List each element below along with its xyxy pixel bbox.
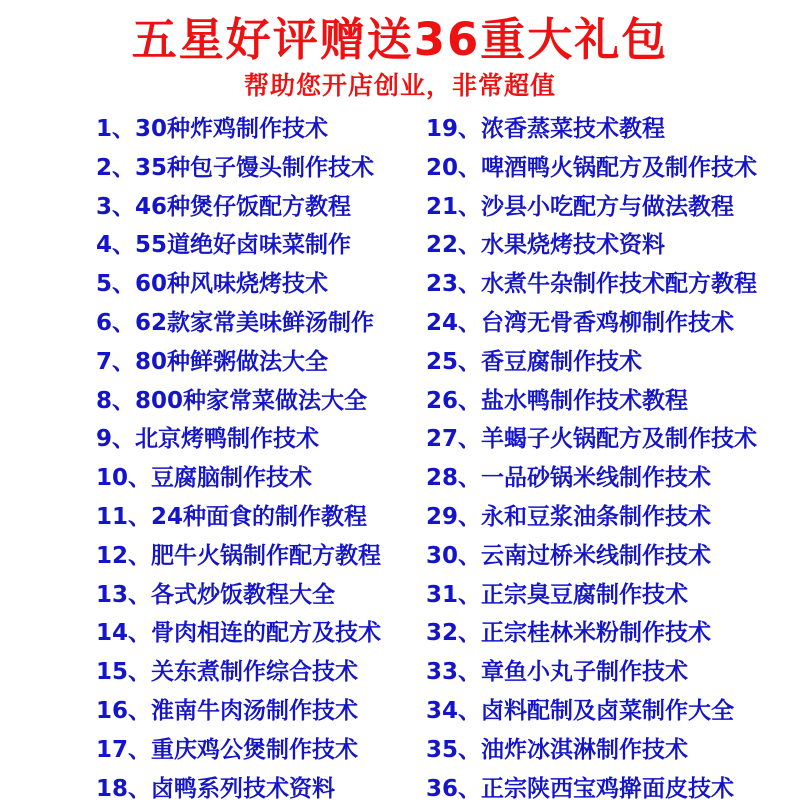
list-item: 36、正宗陕西宝鸡擀面皮技术 [426,775,735,802]
page-subtitle: 帮助您开店创业，非常超值 [243,71,556,100]
list-item: 32、正宗桂林米粉制作技术 [426,620,712,647]
list-item: 3、46种煲仔饭配方教程 [96,193,352,220]
list-item: 19、浓香蒸菜技术教程 [426,116,666,142]
list-item: 34、卤料配制及卤菜制作大全 [426,697,735,724]
list-item: 22、水果烧烤技术资料 [426,232,666,259]
gift-list-columns [0,110,800,808]
list-item: 25、香豆腐制作技术 [426,348,643,375]
list-item: 4、55道绝好卤味菜制作 [96,232,352,259]
list-item: 8、800种家常菜做法大全 [96,387,368,414]
list-item: 18、卤鸭系列技术资料 [96,775,336,802]
list-item: 24、台湾无骨香鸡柳制作技术 [426,309,735,336]
page-title: 五星好评赠送36重大礼包 [131,13,669,66]
list-item: 26、盐水鸭制作技术教程 [426,387,689,414]
list-item: 15、关东煮制作综合技术 [96,659,359,686]
list-item: 33、章鱼小丸子制作技术 [426,659,689,686]
gift-list-left-column [14,110,400,808]
list-item: 21、沙县小吃配方与做法教程 [426,193,735,220]
list-item: 20、啤酒鸭火锅配方及制作技术 [426,154,758,181]
list-item: 11、24种面食的制作教程 [96,503,368,530]
list-item: 17、重庆鸡公煲制作技术 [96,736,359,763]
list-item: 13、各式炒饭教程大全 [96,581,336,608]
list-item: 35、油炸冰淇淋制作技术 [426,736,689,763]
list-item: 31、正宗臭豆腐制作技术 [426,581,689,608]
list-item: 27、羊蝎子火锅配方及制作技术 [426,426,758,453]
list-item: 16、淮南牛肉汤制作技术 [96,697,359,724]
list-item: 7、80种鲜粥做法大全 [96,348,329,375]
list-item: 6、62款家常美味鲜汤制作 [96,309,375,336]
list-item: 5、60种风味烧烤技术 [96,271,329,298]
list-item: 29、永和豆浆油条制作技术 [426,503,712,530]
list-item: 2、35种包子馒头制作技术 [96,154,375,181]
list-item: 30、云南过桥米线制作技术 [426,542,712,569]
list-item: 12、肥牛火锅制作配方教程 [96,542,382,569]
list-item: 1、30种炸鸡制作技术 [96,116,329,142]
list-item: 14、骨肉相连的配方及技术 [96,620,382,647]
list-item: 9、北京烤鸭制作技术 [96,426,320,453]
gift-list-right-column [400,110,786,808]
list-item: 23、水煮牛杂制作技术配方教程 [426,271,758,298]
list-item: 10、豆腐脑制作技术 [96,465,313,492]
list-item: 28、一品砂锅米线制作技术 [426,465,712,492]
